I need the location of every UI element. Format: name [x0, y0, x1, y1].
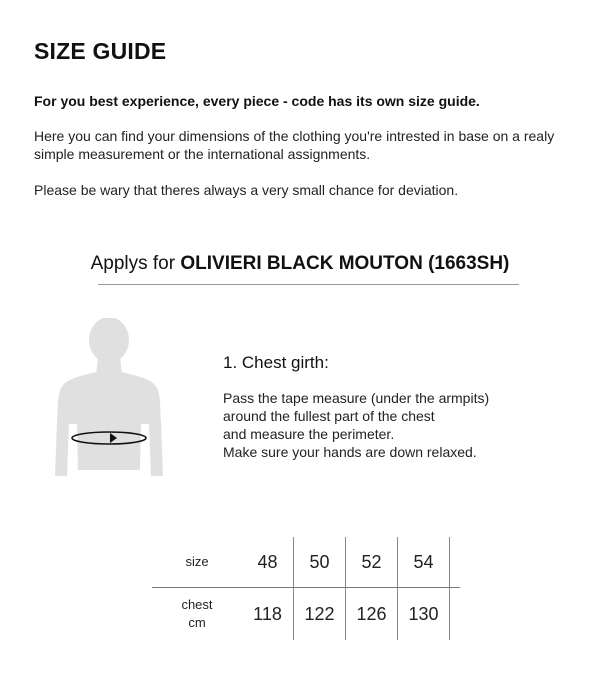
intro-paragraph: Here you can find your dimensions of the clothing you're intrested in base on a realy simple measurement or the international assignments. — [34, 128, 555, 162]
size-table — [152, 537, 460, 640]
table-edge — [450, 537, 461, 588]
page-title: SIZE GUIDE — [34, 38, 167, 64]
divider — [98, 284, 519, 285]
size-cell: 52 — [346, 537, 398, 588]
chest-cell: 118 — [253, 603, 282, 624]
size-cell: 54 — [398, 537, 450, 588]
row-label-chest — [152, 588, 242, 641]
applies-heading — [0, 253, 600, 275]
chest-cell: 126 — [346, 588, 398, 641]
table-row-chest — [152, 588, 460, 641]
applies-prefix: Applys for — [90, 253, 181, 274]
chest-cell: 122 — [294, 588, 346, 641]
row-label-size: size — [152, 537, 242, 588]
table-edge — [450, 588, 461, 641]
chest-cell: 130 — [398, 588, 450, 641]
instruction-line: around the fullest part of the chest — [223, 408, 435, 424]
instruction-line: Make sure your hands are down relaxed. — [223, 444, 477, 460]
deviation-note: Please be wary that theres always a very small chance for deviation. — [34, 182, 459, 198]
row-label-chest-line1: chest — [181, 597, 213, 612]
lead-text: For you best experience, every piece - code has its own size guide. — [34, 93, 480, 109]
measurement-title: 1. Chest girth: — [223, 353, 329, 372]
row-label-chest-line2: cm — [188, 615, 206, 630]
product-name: OLIVIERI BLACK MOUTON (1663SH) — [180, 253, 510, 274]
size-cell: 48 — [242, 537, 294, 588]
torso-chest-measurement-icon — [52, 318, 166, 488]
size-cell: 50 — [294, 537, 346, 588]
measurement-instructions — [223, 389, 583, 461]
table-row-size — [152, 537, 460, 588]
instruction-line: and measure the perimeter. — [223, 426, 395, 442]
instruction-line: Pass the tape measure (under the armpits) — [223, 390, 490, 406]
